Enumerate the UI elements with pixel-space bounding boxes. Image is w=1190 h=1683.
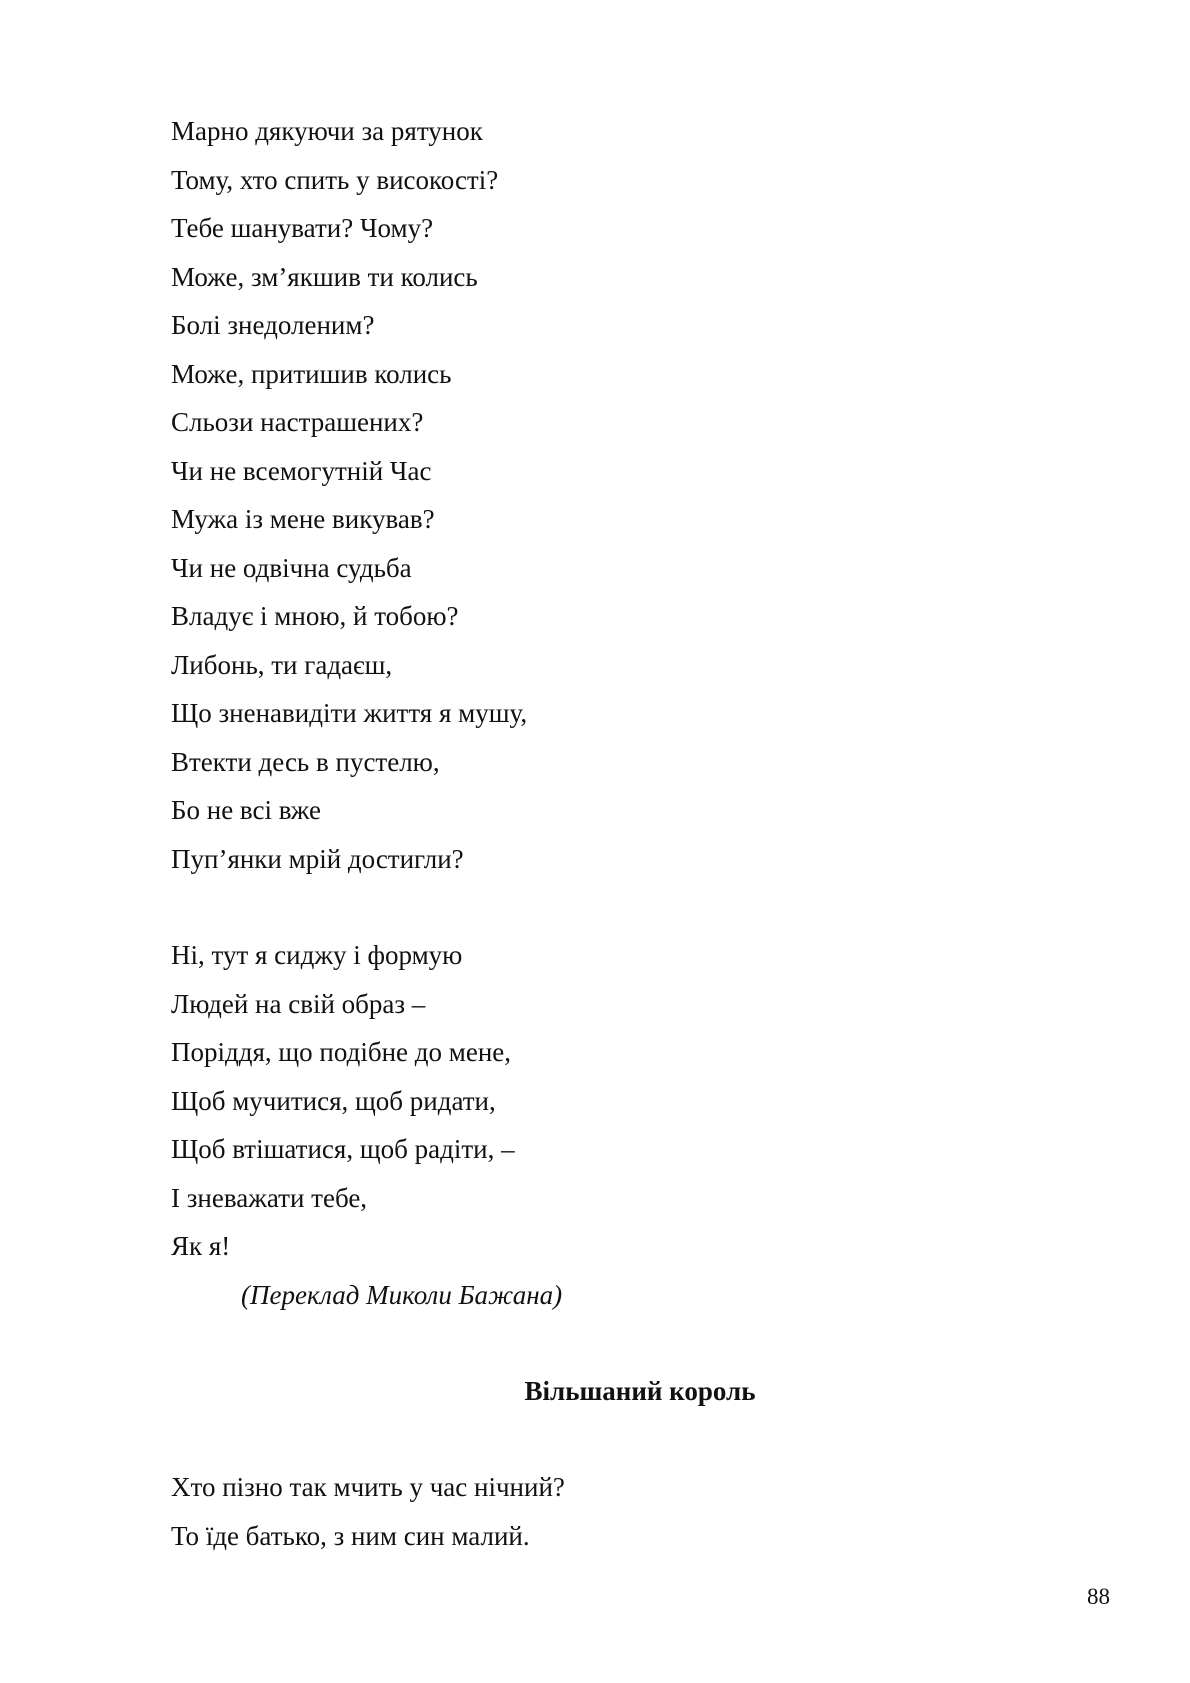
poem-line: Людей на свій образ – [171,988,426,1019]
poem-line: Втекти десь в пустелю, [171,746,440,777]
poem-line: Чи не всемогутній Час [171,455,432,486]
poem-line: Владує і мною, й тобою? [171,601,459,631]
poem-line: Тебе шанувати? Чому? [171,213,434,243]
poem-line: Може, зм’якшив ти колись [171,261,478,292]
poem-line: Хто пізно так мчить у час нічний? [171,1472,565,1502]
poem-line: Тому, хто спить у високості? [171,164,499,195]
poem-line: Як я! [171,1231,231,1261]
poem-line: Болі знедоленим? [171,310,375,340]
poem-title: Вільшаний король [524,1376,756,1406]
poem-line: То їде батько, з ним син малий. [171,1520,530,1551]
poem-stanza-1 [171,107,527,883]
poem-line: Либонь, ти гадаєш, [171,649,393,680]
poem-line: Може, притишив колись [171,358,452,389]
poem-stanza-3 [171,1463,565,1560]
poem-line: Щоб втішатися, щоб радіти, – [171,1134,515,1164]
poem-line: Бо не всі вже [171,795,322,825]
poem-line: Щоб мучитися, щоб ридати, [171,1085,496,1116]
poem-line: Марно дякуючи за рятунок [171,116,483,146]
poem-line: І зневажати тебе, [171,1182,368,1213]
poem-line: Поріддя, що подібне до мене, [171,1037,512,1067]
poem-line: Чи не одвічна судьба [171,552,412,583]
translator-note: (Переклад Миколи Бажана) [241,1280,563,1310]
poem-line: Пуп’янки мрій достигли? [171,843,464,874]
poem-stanza-2 [171,931,515,1271]
poem-line: Ні, тут я сиджу і формую [171,940,463,970]
poem-line: Сльози настрашених? [171,407,424,437]
poem-line: Мужа із мене викував? [171,504,435,534]
poem-line: Що зненавидіти життя я мушу, [171,698,528,728]
page-number: 88 [1087,1584,1110,1609]
